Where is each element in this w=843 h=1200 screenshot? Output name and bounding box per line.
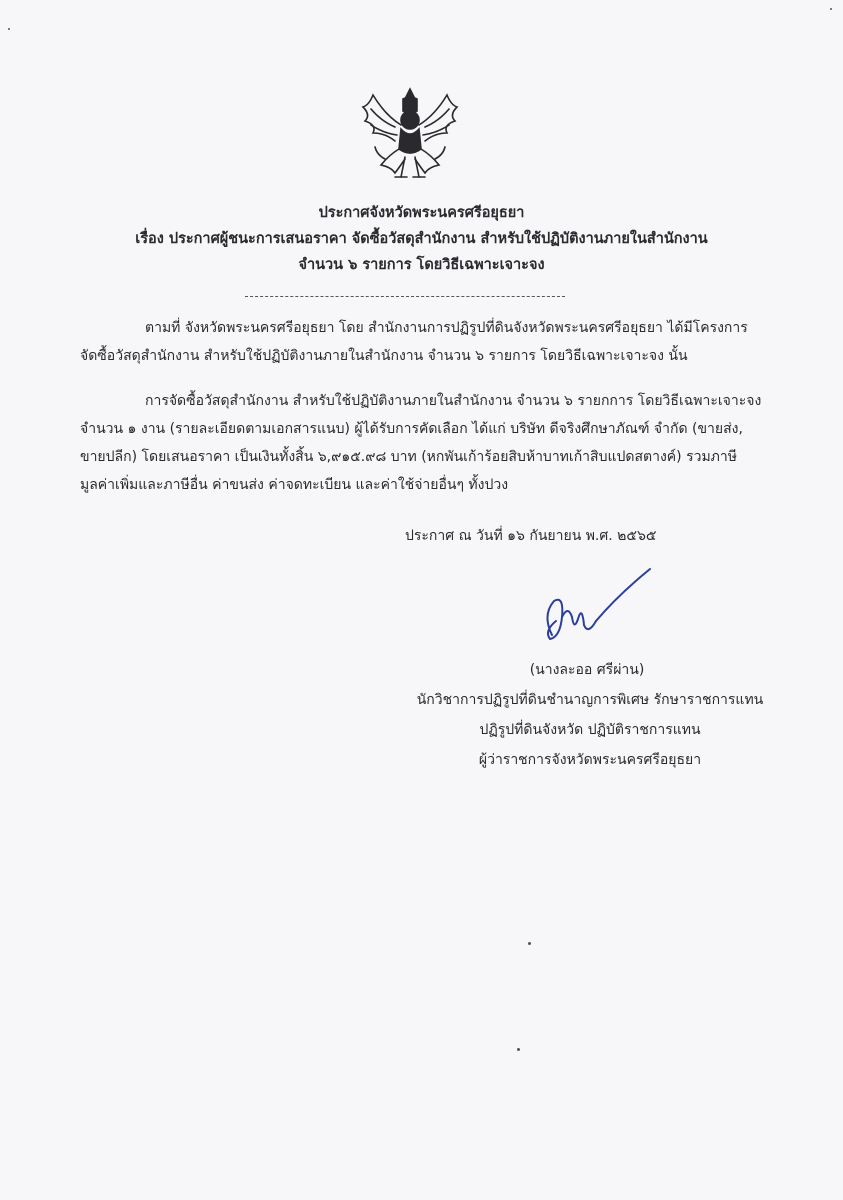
heading-divider: [245, 296, 565, 297]
scan-speck: [830, 8, 832, 10]
scan-speck: [8, 28, 10, 30]
paragraph-1-line-2: จัดซื้อวัสดุสำนักงาน สำหรับใช้ปฏิบัติงานภายในสำนักงาน จำนวน ๖ รายการ โดยวิธีเฉพาะเจาะจง นั้น: [80, 348, 688, 364]
signatory-position-1: นักวิชาการปฏิรูปที่ดินชำนาญการพิเศษ รักษาราชการแทน: [416, 692, 764, 708]
signatory-name: (นางละออ ศรีผ่าน): [529, 662, 645, 678]
paragraph-2-line-3: ขายปลีก) โดยเสนอราคา เป็นเงินทั้งสิ้น ๖,๙๑๕.๙๘ บาท (หกพันเก้าร้อยสิบห้าบาทเก้าสิบแปดสตางค์) รวมภาษี: [80, 449, 738, 465]
announcement-date: ประกาศ ณ วันที่ ๑๖ กันยายน พ.ศ. ๒๕๖๕: [405, 528, 657, 544]
garuda-emblem: [355, 85, 465, 185]
scan-speck: [517, 1048, 520, 1051]
signatory-position-2: ปฏิรูปที่ดินจังหวัด ปฏิบัติราชการแทน: [479, 722, 701, 738]
paragraph-2-line-1: การจัดซื้อวัสดุสำนักงาน สำหรับใช้ปฏิบัติงานภายในสำนักงาน จำนวน ๖ รายกการ โดยวิธีเฉพาะเจาะจง: [145, 393, 762, 409]
paragraph-1-line-1: ตามที่ จังหวัดพระนครศรีอยุธยา โดย สำนักงานการปฏิรูปที่ดินจังหวัดพระนครศรีอยุธยา ได้มีโครงการ: [145, 320, 748, 336]
paragraph-2-line-4: มูลค่าเพิ่มและภาษีอื่น ค่าขนส่ง ค่าจดทะเบียน และค่าใช้จ่ายอื่นๆ ทั้งปวง: [80, 477, 509, 493]
signatory-position-3: ผู้ว่าราชการจังหวัดพระนครศรีอยุธยา: [478, 752, 702, 768]
announcement-subject: เรื่อง ประกาศผู้ชนะการเสนอราคา จัดซื้อวัสดุสำนักงาน สำหรับใช้ปฏิบัติงานภายในสำนักงาน: [135, 231, 708, 247]
announcement-heading: [40, 200, 803, 278]
signature-block: [380, 655, 800, 775]
handwritten-signature: [538, 565, 658, 655]
paragraph-2-line-2: จำนวน ๑ งาน (รายละเอียดตามเอกสารแนบ) ผู้ได้รับการคัดเลือก ได้แก่ บริษัท ดีจริงศึกษาภัณฑ์ จำกัด (ขายส่ง,: [80, 421, 743, 437]
announcement-subject-continued: จำนวน ๖ รายการ โดยวิธีเฉพาะเจาะจง: [298, 257, 545, 273]
announcement-title: ประกาศจังหวัดพระนครศรีอยุธยา: [318, 205, 525, 221]
scan-speck: [528, 942, 531, 945]
